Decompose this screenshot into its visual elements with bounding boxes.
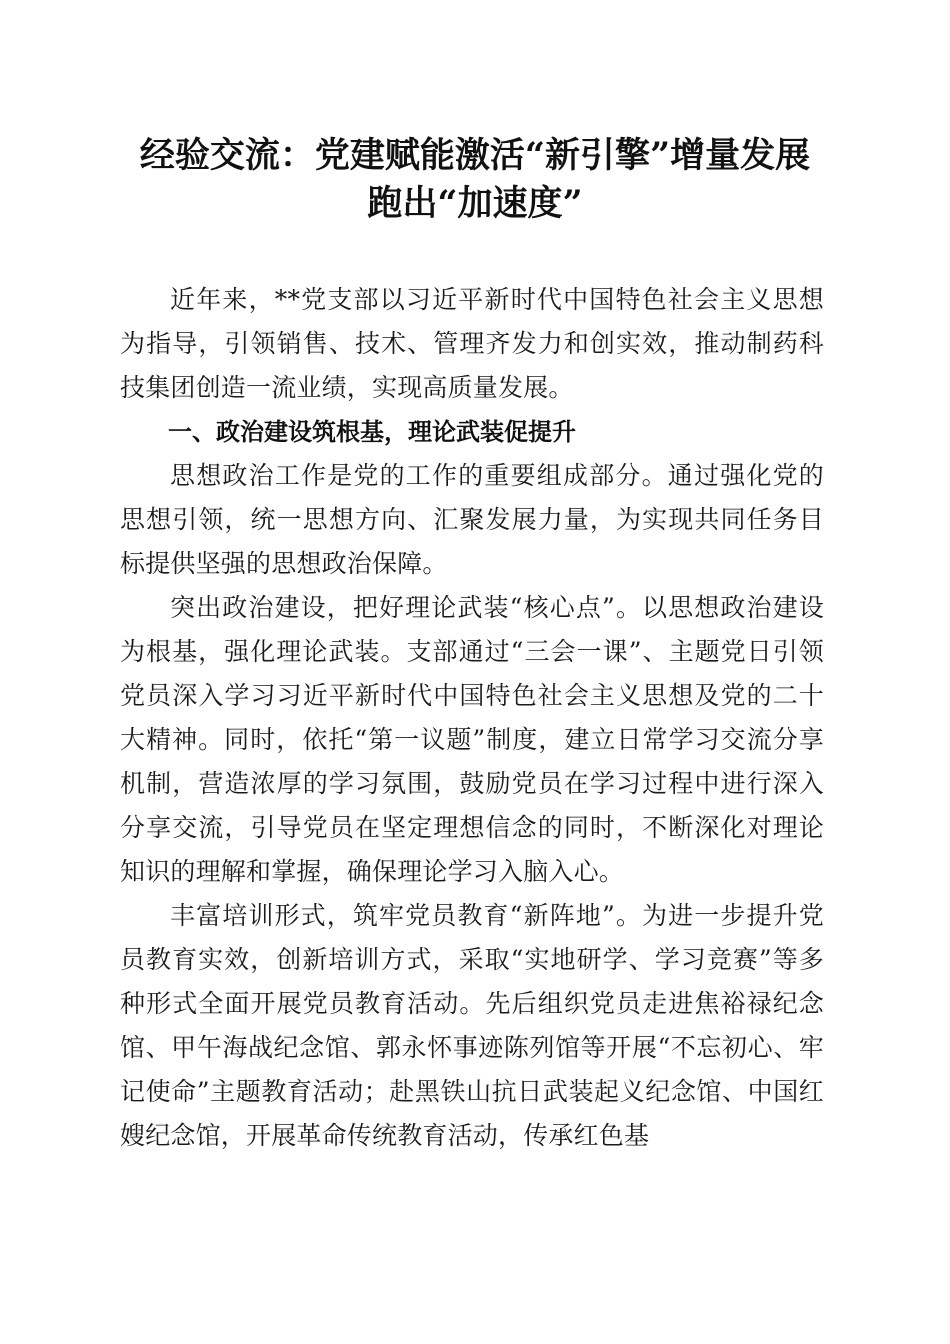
body-paragraph: 思想政治工作是党的工作的重要组成部分。通过强化党的思想引领，统一思想方向、汇聚发展力量，为实现共同任务目标提供坚强的思想政治保障。 [120, 461, 824, 578]
document-title-line-2: 跑出“加速度” [367, 183, 583, 224]
document-body [120, 278, 824, 1158]
document-title-line-1: 经验交流：党建赋能激活“新引擎”增量发展 [139, 135, 811, 176]
intro-paragraph: 近年来，**党支部以习近平新时代中国特色社会主义思想为指导，引领销售、技术、管理齐发力和创实效，推动制药科技集团创造一流业绩，实现高质量发展。 [120, 285, 824, 402]
section-heading-1: 一、政治建设筑根基，理论武装促提升 [168, 418, 576, 446]
body-paragraph: 突出政治建设，把好理论武装“核心点”。以思想政治建设为根基，强化理论武装。支部通过“三会一课”、主题党日引领党员深入学习习近平新时代中国特色社会主义思想及党的二十大精神。同时，依托“第一议题”制度，建立日常学习交流分享机制，营造浓厚的学习氛围，鼓励党员在学习过程中进行深入分享交流，引导党员在坚定理想信念的同时，不断深化对理论知识的理解和掌握，确保理论学习入脑入心。 [120, 593, 824, 886]
body-paragraph: 丰富培训形式，筑牢党员教育“新阵地”。为进一步提升党员教育实效，创新培训方式，采取“实地研学、学习竞赛”等多种形式全面开展党员教育活动。先后组织党员走进焦裕禄纪念馆、甲午海战纪念馆、郭永怀事迹陈列馆等开展“不忘初心、牢记使命”主题教育活动；赴黑铁山抗日武装起义纪念馆、中国红嫂纪念馆，开展革命传统教育活动，传承红色基 [120, 901, 824, 1150]
